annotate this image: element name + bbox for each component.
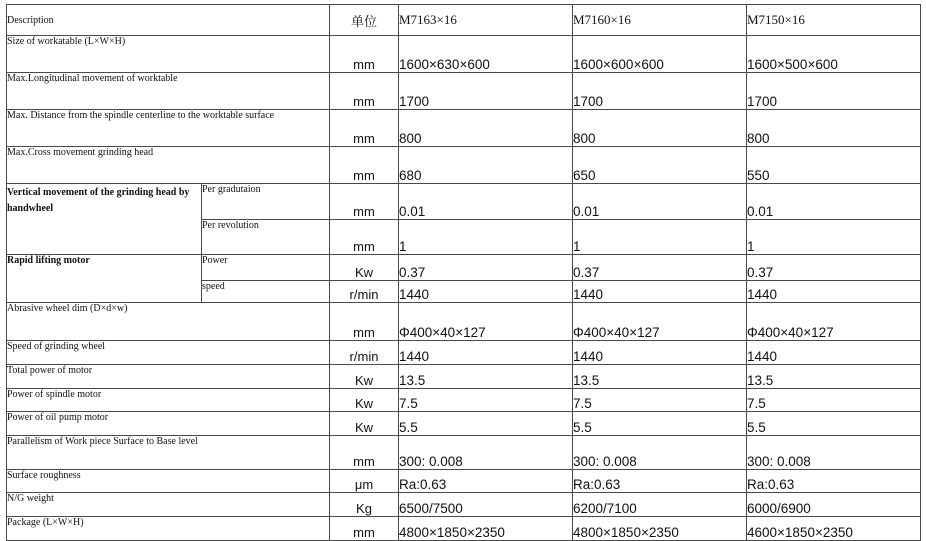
row-value: 800 — [399, 110, 573, 147]
row-value: 680 — [399, 147, 573, 184]
row-value: 1440 — [573, 281, 747, 303]
row-unit: mm — [330, 184, 399, 220]
row-value: 1440 — [399, 341, 573, 365]
row-label: Power of spindle motor — [7, 389, 330, 412]
row-sublabel: speed — [202, 281, 330, 303]
row-value: 7.5 — [399, 389, 573, 412]
row-value: Φ400×40×127 — [573, 303, 747, 341]
row-value: 1700 — [747, 73, 921, 110]
row-value: 1600×500×600 — [747, 36, 921, 73]
row-value: 1600×630×600 — [399, 36, 573, 73]
row-unit: Kg — [330, 493, 399, 517]
row-value: 13.5 — [399, 365, 573, 389]
row-value: 1440 — [573, 341, 747, 365]
spec-table — [6, 4, 921, 541]
header-model-3: M7150×16 — [747, 5, 921, 36]
header-model-2: M7160×16 — [573, 5, 747, 36]
row-value: 300: 0.008 — [747, 436, 921, 470]
row-label: Max. Distance from the spindle centerline to the worktable surface — [7, 110, 330, 147]
row-value: 300: 0.008 — [399, 436, 573, 470]
table-row — [7, 303, 921, 341]
row-unit: mm — [330, 303, 399, 341]
table-row — [7, 436, 921, 470]
row-value: 0.01 — [573, 184, 747, 220]
row-label: Abrasive wheel dim (D×d×w) — [7, 303, 330, 341]
row-value: 5.5 — [747, 412, 921, 436]
header-row — [7, 5, 921, 36]
row-value: 1 — [747, 220, 921, 255]
row-unit: mm — [330, 73, 399, 110]
row-value: 800 — [573, 110, 747, 147]
header-description: Description — [7, 5, 330, 36]
table-row — [7, 493, 921, 517]
table-row — [7, 147, 921, 184]
row-value: 13.5 — [573, 365, 747, 389]
row-label: N/G weight — [7, 493, 330, 517]
header-unit: 单位 — [330, 5, 399, 36]
row-unit: r/min — [330, 281, 399, 303]
row-unit: mm — [330, 110, 399, 147]
row-unit: mm — [330, 220, 399, 255]
row-label: Speed of grinding wheel — [7, 341, 330, 365]
row-unit: r/min — [330, 341, 399, 365]
row-sublabel: Per gradutaion — [202, 184, 330, 220]
table-row — [7, 517, 921, 541]
row-label: Max.Cross movement grinding head — [7, 147, 330, 184]
row-value: 0.01 — [399, 184, 573, 220]
row-label: Max.Longitudinal movement of worktable — [7, 73, 330, 110]
row-value: 4600×1850×2350 — [747, 517, 921, 541]
row-value: Ra:0.63 — [399, 470, 573, 493]
row-value: Ra:0.63 — [747, 470, 921, 493]
row-value: 1700 — [399, 73, 573, 110]
row-value: 4800×1850×2350 — [399, 517, 573, 541]
row-value: 0.37 — [399, 255, 573, 281]
row-unit: Kw — [330, 365, 399, 389]
row-value: Φ400×40×127 — [747, 303, 921, 341]
row-label: Parallelism of Work piece Surface to Base level — [7, 436, 330, 470]
row-value: 1600×600×600 — [573, 36, 747, 73]
table-row — [7, 184, 921, 220]
row-value: 6000/6900 — [747, 493, 921, 517]
row-unit: μm — [330, 470, 399, 493]
row-value: 1 — [573, 220, 747, 255]
row-value: 550 — [747, 147, 921, 184]
row-value: 13.5 — [747, 365, 921, 389]
row-value: 4800×1850×2350 — [573, 517, 747, 541]
row-unit: mm — [330, 36, 399, 73]
table-row — [7, 470, 921, 493]
row-value: 7.5 — [747, 389, 921, 412]
row-label: Surface roughness — [7, 470, 330, 493]
row-unit: mm — [330, 147, 399, 184]
row-sublabel: Power — [202, 255, 330, 281]
row-label: Power of oil pump motor — [7, 412, 330, 436]
row-label: Package (L×W×H) — [7, 517, 330, 541]
table-row — [7, 73, 921, 110]
row-label: Total power of motor — [7, 365, 330, 389]
group-label-rapid-lifting-motor: Rapid lifting motor — [7, 255, 202, 303]
table-row — [7, 110, 921, 147]
row-value: 5.5 — [399, 412, 573, 436]
group-label-vertical-movement: Vertical movement of the grinding head by handwheel — [7, 184, 202, 255]
row-value: 650 — [573, 147, 747, 184]
table-row — [7, 255, 921, 281]
row-unit: mm — [330, 436, 399, 470]
row-value: 1440 — [747, 341, 921, 365]
row-value: 0.01 — [747, 184, 921, 220]
table-row — [7, 36, 921, 73]
row-unit: Kw — [330, 389, 399, 412]
header-model-1: M7163×16 — [399, 5, 573, 36]
row-value: 6200/7100 — [573, 493, 747, 517]
row-value: 1700 — [573, 73, 747, 110]
row-value: 1440 — [399, 281, 573, 303]
row-value: 0.37 — [747, 255, 921, 281]
row-sublabel: Per revolution — [202, 220, 330, 255]
table-row — [7, 365, 921, 389]
row-label: Size of workatable (L×W×H) — [7, 36, 330, 73]
row-value: Ra:0.63 — [573, 470, 747, 493]
table-row — [7, 389, 921, 412]
row-value: 7.5 — [573, 389, 747, 412]
row-unit: Kw — [330, 255, 399, 281]
table-row — [7, 341, 921, 365]
row-value: 1440 — [747, 281, 921, 303]
row-value: 300: 0.008 — [573, 436, 747, 470]
row-value: 1 — [399, 220, 573, 255]
table-row — [7, 412, 921, 436]
row-value: 5.5 — [573, 412, 747, 436]
row-unit: mm — [330, 517, 399, 541]
row-value: 6500/7500 — [399, 493, 573, 517]
row-value: 0.37 — [573, 255, 747, 281]
row-value: 800 — [747, 110, 921, 147]
row-value: Φ400×40×127 — [399, 303, 573, 341]
row-unit: Kw — [330, 412, 399, 436]
